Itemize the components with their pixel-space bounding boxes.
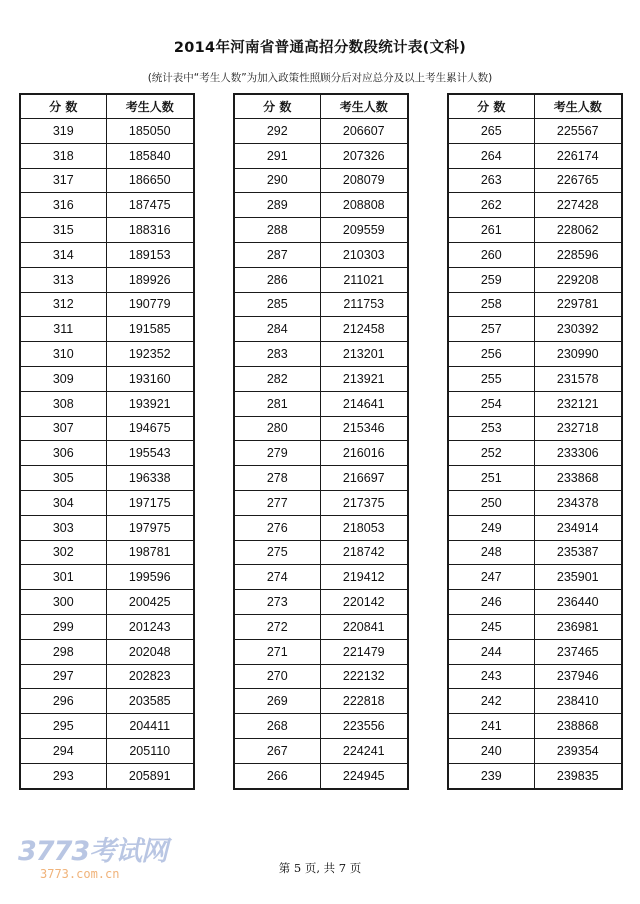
- score-cell: 261: [448, 218, 534, 243]
- count-cell: 208079: [320, 168, 408, 193]
- table-row: [234, 590, 408, 615]
- count-cell: 207326: [320, 143, 408, 168]
- table-row: [234, 292, 408, 317]
- count-cell: 195543: [106, 441, 194, 466]
- score-cell: 301: [20, 565, 106, 590]
- count-cell: 228062: [534, 218, 622, 243]
- score-cell: 312: [20, 292, 106, 317]
- table-row: [234, 342, 408, 367]
- score-cell: 262: [448, 193, 534, 218]
- score-cell: 299: [20, 614, 106, 639]
- score-cell: 268: [234, 714, 320, 739]
- table-row: [448, 317, 622, 342]
- count-cell: 217375: [320, 490, 408, 515]
- score-cell: 304: [20, 490, 106, 515]
- count-cell: 234914: [534, 515, 622, 540]
- score-cell: 255: [448, 366, 534, 391]
- table-row: [20, 540, 194, 565]
- count-cell: 232121: [534, 391, 622, 416]
- table-row: [20, 193, 194, 218]
- score-cell: 277: [234, 490, 320, 515]
- header-count: 考生人数: [106, 94, 194, 119]
- table-row: [20, 119, 194, 144]
- count-cell: 198781: [106, 540, 194, 565]
- score-cell: 300: [20, 590, 106, 615]
- table-row: [20, 267, 194, 292]
- score-cell: 276: [234, 515, 320, 540]
- table-row: [448, 565, 622, 590]
- count-cell: 203585: [106, 689, 194, 714]
- table-row: [448, 292, 622, 317]
- table-row: [448, 218, 622, 243]
- count-cell: 230392: [534, 317, 622, 342]
- header-count: 考生人数: [320, 94, 408, 119]
- count-cell: 193160: [106, 366, 194, 391]
- count-cell: 199596: [106, 565, 194, 590]
- count-cell: 213201: [320, 342, 408, 367]
- table-row: [448, 168, 622, 193]
- table-row: [448, 515, 622, 540]
- score-cell: 308: [20, 391, 106, 416]
- table-row: [234, 168, 408, 193]
- table-row: [20, 242, 194, 267]
- count-cell: 216697: [320, 466, 408, 491]
- count-cell: 211753: [320, 292, 408, 317]
- table-row: [20, 738, 194, 763]
- score-cell: 298: [20, 639, 106, 664]
- score-cell: 253: [448, 416, 534, 441]
- score-cell: 243: [448, 664, 534, 689]
- table-row: [20, 689, 194, 714]
- table-row: [448, 664, 622, 689]
- score-cell: 296: [20, 689, 106, 714]
- count-cell: 239835: [534, 763, 622, 788]
- count-cell: 197175: [106, 490, 194, 515]
- table-row: [20, 441, 194, 466]
- table-row: [234, 738, 408, 763]
- count-cell: 222818: [320, 689, 408, 714]
- score-cell: 287: [234, 242, 320, 267]
- header-score: 分 数: [234, 94, 320, 119]
- count-cell: 237465: [534, 639, 622, 664]
- score-cell: 280: [234, 416, 320, 441]
- score-cell: 286: [234, 267, 320, 292]
- count-cell: 236440: [534, 590, 622, 615]
- table-row: [448, 490, 622, 515]
- header-score: 分 数: [448, 94, 534, 119]
- table-row: [448, 267, 622, 292]
- score-cell: 311: [20, 317, 106, 342]
- count-cell: 204411: [106, 714, 194, 739]
- score-cell: 283: [234, 342, 320, 367]
- count-cell: 185050: [106, 119, 194, 144]
- score-cell: 295: [20, 714, 106, 739]
- count-cell: 208808: [320, 193, 408, 218]
- count-cell: 193921: [106, 391, 194, 416]
- table-row: [234, 242, 408, 267]
- table-row: [20, 391, 194, 416]
- table-row: [234, 267, 408, 292]
- table-row: [448, 466, 622, 491]
- count-cell: 238868: [534, 714, 622, 739]
- count-cell: 202048: [106, 639, 194, 664]
- score-cell: 302: [20, 540, 106, 565]
- count-cell: 213921: [320, 366, 408, 391]
- table-row: [20, 317, 194, 342]
- count-cell: 236981: [534, 614, 622, 639]
- count-cell: 194675: [106, 416, 194, 441]
- score-cell: 239: [448, 763, 534, 788]
- count-cell: 214641: [320, 391, 408, 416]
- score-cell: 258: [448, 292, 534, 317]
- score-cell: 279: [234, 441, 320, 466]
- score-cell: 265: [448, 119, 534, 144]
- score-cell: 272: [234, 614, 320, 639]
- count-cell: 223556: [320, 714, 408, 739]
- score-cell: 278: [234, 466, 320, 491]
- score-cell: 282: [234, 366, 320, 391]
- count-cell: 222132: [320, 664, 408, 689]
- table-row: [448, 540, 622, 565]
- table-row: [448, 391, 622, 416]
- table-row: [20, 416, 194, 441]
- score-cell: 307: [20, 416, 106, 441]
- watermark-url: 3773.com.cn: [40, 867, 120, 881]
- score-cell: 248: [448, 540, 534, 565]
- score-cell: 315: [20, 218, 106, 243]
- score-cell: 284: [234, 317, 320, 342]
- table-row: [448, 193, 622, 218]
- count-cell: 229208: [534, 267, 622, 292]
- score-cell: 264: [448, 143, 534, 168]
- table-row: [234, 490, 408, 515]
- count-cell: 190779: [106, 292, 194, 317]
- count-cell: 206607: [320, 119, 408, 144]
- score-cell: 274: [234, 565, 320, 590]
- score-cell: 309: [20, 366, 106, 391]
- count-cell: 200425: [106, 590, 194, 615]
- count-cell: 224945: [320, 763, 408, 788]
- count-cell: 224241: [320, 738, 408, 763]
- score-cell: 289: [234, 193, 320, 218]
- count-cell: 225567: [534, 119, 622, 144]
- score-cell: 256: [448, 342, 534, 367]
- count-cell: 235901: [534, 565, 622, 590]
- table-row: [20, 664, 194, 689]
- score-cell: 242: [448, 689, 534, 714]
- table-row: [234, 614, 408, 639]
- score-table-3: [447, 93, 623, 790]
- table-row: [234, 664, 408, 689]
- score-cell: 316: [20, 193, 106, 218]
- table-row: [448, 119, 622, 144]
- count-cell: 186650: [106, 168, 194, 193]
- score-cell: 246: [448, 590, 534, 615]
- count-cell: 185840: [106, 143, 194, 168]
- table-row: [448, 590, 622, 615]
- table-row: [234, 689, 408, 714]
- score-cell: 259: [448, 267, 534, 292]
- score-cell: 297: [20, 664, 106, 689]
- count-cell: 216016: [320, 441, 408, 466]
- score-cell: 244: [448, 639, 534, 664]
- header-score: 分 数: [20, 94, 106, 119]
- score-cell: 240: [448, 738, 534, 763]
- table-row: [234, 416, 408, 441]
- count-cell: 226765: [534, 168, 622, 193]
- score-cell: 245: [448, 614, 534, 639]
- count-cell: 209559: [320, 218, 408, 243]
- table-row: [234, 639, 408, 664]
- table-row: [448, 738, 622, 763]
- page-title: 2014年河南省普通高招分数段统计表(文科): [173, 40, 467, 56]
- score-cell: 273: [234, 590, 320, 615]
- table-row: [448, 614, 622, 639]
- score-cell: 251: [448, 466, 534, 491]
- table-row: [448, 441, 622, 466]
- count-cell: 201243: [106, 614, 194, 639]
- table-row: [20, 168, 194, 193]
- count-cell: 212458: [320, 317, 408, 342]
- table-row: [20, 714, 194, 739]
- score-table-1: [19, 93, 195, 790]
- table-row: [20, 614, 194, 639]
- count-cell: 202823: [106, 664, 194, 689]
- count-cell: 220142: [320, 590, 408, 615]
- score-cell: 266: [234, 763, 320, 788]
- watermark-text: 3773考试网: [18, 836, 168, 867]
- count-cell: 226174: [534, 143, 622, 168]
- score-cell: 260: [448, 242, 534, 267]
- table-row: [234, 441, 408, 466]
- score-table-2: [233, 93, 409, 790]
- score-cell: 257: [448, 317, 534, 342]
- score-cell: 254: [448, 391, 534, 416]
- count-cell: 188316: [106, 218, 194, 243]
- count-cell: 197975: [106, 515, 194, 540]
- table-row: [20, 515, 194, 540]
- count-cell: 196338: [106, 466, 194, 491]
- table-row: [234, 193, 408, 218]
- count-cell: 210303: [320, 242, 408, 267]
- score-cell: 303: [20, 515, 106, 540]
- count-cell: 211021: [320, 267, 408, 292]
- score-cell: 314: [20, 242, 106, 267]
- score-cell: 293: [20, 763, 106, 788]
- score-cell: 288: [234, 218, 320, 243]
- count-cell: 218053: [320, 515, 408, 540]
- count-cell: 231578: [534, 366, 622, 391]
- score-cell: 270: [234, 664, 320, 689]
- table-row: [448, 143, 622, 168]
- table-row: [448, 639, 622, 664]
- table-row: [234, 391, 408, 416]
- score-cell: 249: [448, 515, 534, 540]
- table-row: [234, 714, 408, 739]
- table-row: [234, 218, 408, 243]
- count-cell: 220841: [320, 614, 408, 639]
- score-cell: 241: [448, 714, 534, 739]
- table-row: [234, 143, 408, 168]
- table-row: [448, 689, 622, 714]
- score-cell: 285: [234, 292, 320, 317]
- page-number: 第 5 页, 共 7 页: [278, 861, 362, 875]
- count-cell: 187475: [106, 193, 194, 218]
- score-cell: 281: [234, 391, 320, 416]
- score-cell: 294: [20, 738, 106, 763]
- count-cell: 218742: [320, 540, 408, 565]
- table-row: [234, 317, 408, 342]
- score-cell: 263: [448, 168, 534, 193]
- table-row: [448, 763, 622, 788]
- table-row: [20, 763, 194, 788]
- score-cell: 247: [448, 565, 534, 590]
- page-subtitle: (统计表中“考生人数”为加入政策性照顾分后对应总分及以上考生累计人数): [147, 72, 493, 84]
- count-cell: 205891: [106, 763, 194, 788]
- score-cell: 318: [20, 143, 106, 168]
- count-cell: 205110: [106, 738, 194, 763]
- score-cell: 310: [20, 342, 106, 367]
- count-cell: 234378: [534, 490, 622, 515]
- score-cell: 317: [20, 168, 106, 193]
- score-cell: 319: [20, 119, 106, 144]
- score-cell: 269: [234, 689, 320, 714]
- header-count: 考生人数: [534, 94, 622, 119]
- table-row: [20, 342, 194, 367]
- score-cell: 305: [20, 466, 106, 491]
- score-cell: 250: [448, 490, 534, 515]
- table-row: [448, 366, 622, 391]
- table-row: [234, 119, 408, 144]
- score-cell: 271: [234, 639, 320, 664]
- score-cell: 292: [234, 119, 320, 144]
- count-cell: 230990: [534, 342, 622, 367]
- table-row: [234, 540, 408, 565]
- count-cell: 192352: [106, 342, 194, 367]
- count-cell: 227428: [534, 193, 622, 218]
- count-cell: 189926: [106, 267, 194, 292]
- table-row: [234, 763, 408, 788]
- table-row: [20, 366, 194, 391]
- table-row: [20, 143, 194, 168]
- table-row: [20, 490, 194, 515]
- score-cell: 306: [20, 441, 106, 466]
- count-cell: 229781: [534, 292, 622, 317]
- count-cell: 221479: [320, 639, 408, 664]
- table-row: [20, 639, 194, 664]
- table-row: [234, 565, 408, 590]
- score-cell: 313: [20, 267, 106, 292]
- table-row: [234, 466, 408, 491]
- count-cell: 228596: [534, 242, 622, 267]
- count-cell: 219412: [320, 565, 408, 590]
- score-cell: 291: [234, 143, 320, 168]
- table-row: [20, 218, 194, 243]
- score-cell: 275: [234, 540, 320, 565]
- score-cell: 252: [448, 441, 534, 466]
- table-row: [448, 342, 622, 367]
- table-row: [20, 292, 194, 317]
- table-row: [20, 590, 194, 615]
- table-row: [448, 714, 622, 739]
- count-cell: 235387: [534, 540, 622, 565]
- count-cell: 232718: [534, 416, 622, 441]
- table-row: [234, 515, 408, 540]
- table-row: [20, 466, 194, 491]
- table-row: [234, 366, 408, 391]
- score-cell: 290: [234, 168, 320, 193]
- count-cell: 237946: [534, 664, 622, 689]
- count-cell: 239354: [534, 738, 622, 763]
- count-cell: 189153: [106, 242, 194, 267]
- count-cell: 191585: [106, 317, 194, 342]
- count-cell: 233868: [534, 466, 622, 491]
- table-row: [448, 242, 622, 267]
- score-cell: 267: [234, 738, 320, 763]
- count-cell: 233306: [534, 441, 622, 466]
- table-row: [20, 565, 194, 590]
- table-row: [448, 416, 622, 441]
- count-cell: 238410: [534, 689, 622, 714]
- count-cell: 215346: [320, 416, 408, 441]
